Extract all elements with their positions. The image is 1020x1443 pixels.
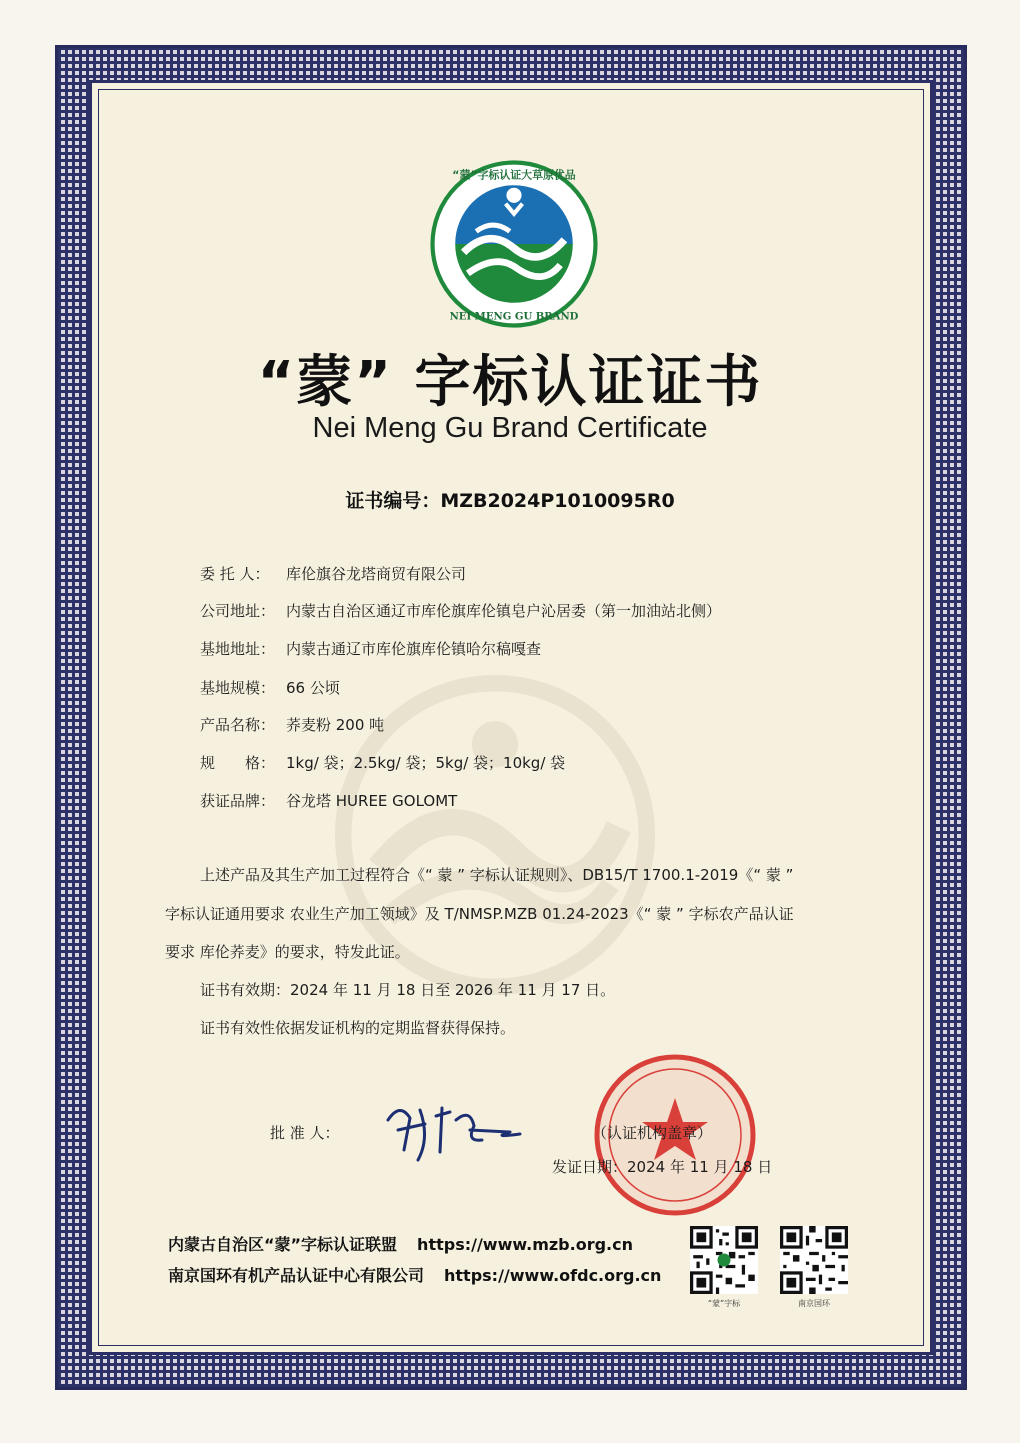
compliance-line: 字标认证通用要求 农业生产加工领域》及 T/NMSP.MZB 01.24-2023《“ 蒙 ” 字标农产品认证 [165, 905, 794, 923]
field-specification [200, 752, 565, 773]
approver-signature [370, 1090, 530, 1170]
compliance-line: 上述产品及其生产加工过程符合《“ 蒙 ” 字标认证规则》、DB15/T 1700.1-2019《“ 蒙 ” [200, 866, 794, 884]
footer-issuer-1 [168, 1232, 633, 1255]
footer-url: https://www.mzb.org.cn [417, 1235, 633, 1254]
field-company-address [200, 600, 721, 621]
footer-org: 南京国环有机产品认证中心有限公司 [168, 1266, 425, 1285]
footer-issuer-2 [168, 1263, 661, 1286]
issue-date: 发证日期：2024 年 11 月 18 日 [552, 1158, 773, 1176]
field-base-scale [200, 677, 340, 698]
field-base-address [200, 638, 541, 659]
compliance-line: 要求 库伦荞麦》的要求，特发此证。 [165, 943, 410, 961]
field-label: 产品名称： [200, 716, 276, 734]
field-label: 基地地址： [200, 640, 276, 658]
qr-caption: “蒙”字标 [707, 1299, 741, 1308]
approver-label: 批 准 人： [270, 1124, 340, 1142]
field-label: 公司地址： [200, 602, 276, 620]
logo-arc-text: “蒙”字标认证大草原优品 [452, 168, 576, 182]
field-value: 1kg/ 袋；2.5kg/ 袋；5kg/ 袋；10kg/ 袋 [286, 754, 566, 772]
footer-org: 内蒙古自治区“蒙”字标认证联盟 [168, 1235, 398, 1254]
field-client [200, 563, 466, 584]
field-label: 基地规模： [200, 679, 276, 697]
page-subtitle: Nei Meng Gu Brand Certificate [312, 412, 708, 444]
certificate-number: 证书编号：MZB2024P1010095R0 [345, 490, 675, 512]
field-brand [200, 790, 457, 811]
field-value: 66 公顷 [286, 679, 340, 697]
field-value: 谷龙塔 HUREE GOLOMT [286, 792, 458, 810]
field-value: 荞麦粉 200 吨 [286, 716, 385, 734]
nei-meng-gu-brand-logo [430, 160, 598, 328]
field-label: 获证品牌： [200, 792, 276, 810]
field-product-name [200, 714, 384, 735]
seal-note: （认证机构盖章） [592, 1124, 713, 1142]
logo-brand-text: NEI MENG GU BRAND [449, 311, 579, 323]
page-title: “蒙” 字标认证证书 [257, 350, 763, 415]
field-label: 规 格： [200, 754, 276, 772]
qr-code-ofdc [780, 1226, 848, 1294]
qr-code-mzb [690, 1226, 758, 1294]
validity-period: 证书有效期：2024 年 11 月 18 日至 2026 年 11 月 17 日。 [200, 981, 616, 999]
field-value: 库伦旗谷龙塔商贸有限公司 [286, 565, 467, 583]
field-value: 内蒙古通辽市库伦旗库伦镇哈尔稿嘎查 [286, 640, 542, 658]
field-label: 委 托 人： [200, 565, 270, 583]
qr-caption: 南京国环 [798, 1299, 830, 1308]
validity-note: 证书有效性依据发证机构的定期监督获得保持。 [200, 1019, 516, 1037]
footer-url: https://www.ofdc.org.cn [444, 1266, 662, 1285]
field-value: 内蒙古自治区通辽市库伦旗库伦镇皂户沁居委（第一加油站北侧） [286, 602, 722, 620]
